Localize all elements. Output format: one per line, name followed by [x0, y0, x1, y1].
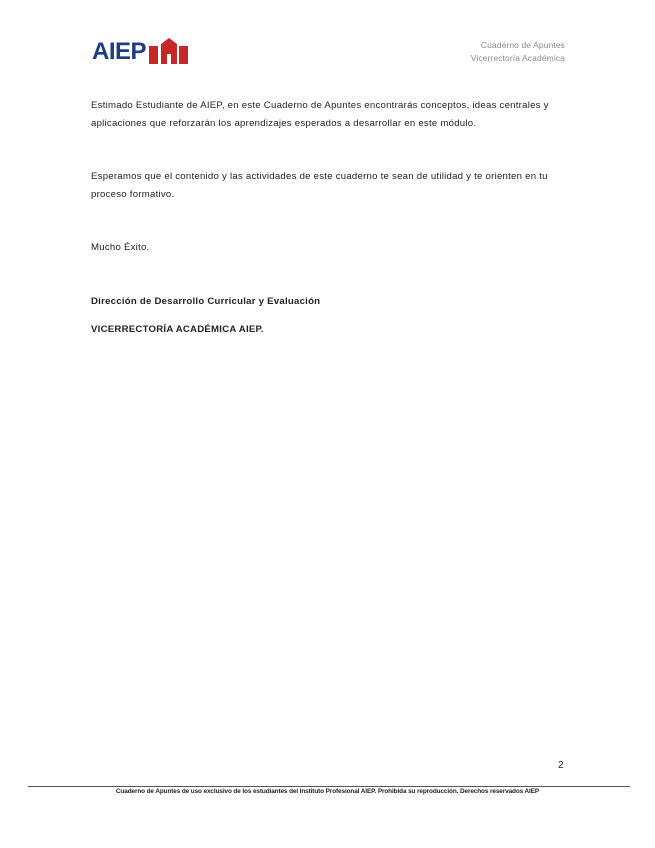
- intro-paragraph: Estimado Estudiante de AIEP, en este Cuaderno de Apuntes encontrarás conceptos, ideas centrales y aplicaciones que reforzarán los aprendizajes esperados a desarrollar en este módulo.: [91, 100, 549, 129]
- document-header: [471, 39, 565, 65]
- signature-organization: VICERRECTORÍA ACADÉMICA AIEP.: [91, 324, 264, 335]
- footer-notice: Cuaderno de Apuntes de uso exclusivo de los estudiantes del Instituto Profesional AIEP. Prohibida su reproducción. Derechos reservados AIEP: [115, 788, 540, 795]
- closing-line: Mucho Éxito.: [91, 242, 150, 253]
- second-paragraph: Esperamos que el contenido y las actividades de este cuaderno te sean de utilidad y te orienten en tu proceso formativo.: [91, 171, 548, 200]
- logo-buildings-icon: [148, 38, 188, 64]
- aiep-logo: [92, 36, 188, 64]
- footer-divider: [28, 786, 630, 787]
- header-title: Cuaderno de Apuntes: [480, 40, 565, 50]
- signature-department: Dirección de Desarrollo Curricular y Evaluación: [91, 296, 321, 307]
- logo-text: AIEP: [92, 38, 147, 65]
- header-subtitle: Vicerrectoría Académica: [470, 53, 565, 63]
- page-number: 2: [558, 760, 564, 771]
